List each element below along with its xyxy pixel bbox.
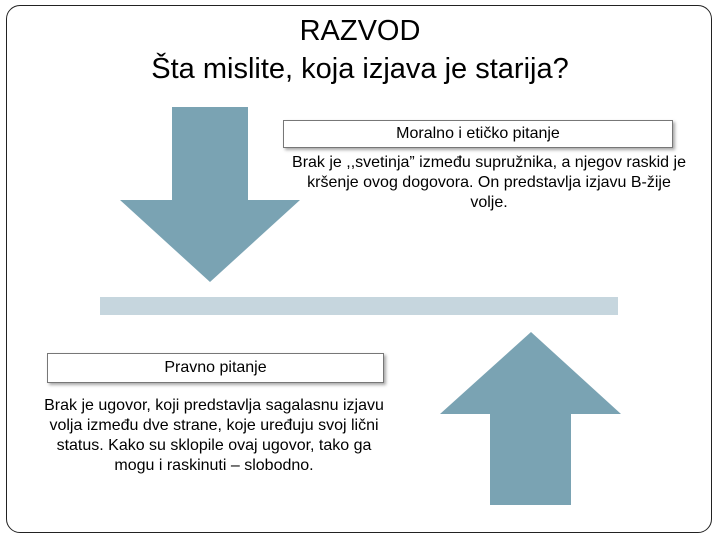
legal-heading-box: [47, 353, 384, 383]
title-line-2: Šta mislite, koja izjava je starija?: [151, 53, 569, 85]
moral-heading-box: [283, 120, 673, 148]
moral-text: Brak je ,,svetinja” između supružnika, a njegov raskid je kršenje ovog dogovora. On predstavlja izjavu B-žije volje.: [292, 154, 686, 211]
title-line-1: RAZVOD: [299, 15, 421, 47]
legal-heading: Pravno pitanje: [164, 359, 267, 376]
up-arrow-icon: [440, 332, 621, 505]
down-arrow-icon: [120, 107, 300, 282]
legal-text: Brak je ugovor, koji predstavlja sagalasnu izjavu volja između dve strane, koje uređuju svoj lični status. Kako su sklopile ovaj ugovor, tako ga mogu i raskinuti – slobodno.: [44, 397, 384, 474]
moral-heading: Moralno i etičko pitanje: [396, 125, 560, 142]
divider-bar: [100, 297, 618, 315]
